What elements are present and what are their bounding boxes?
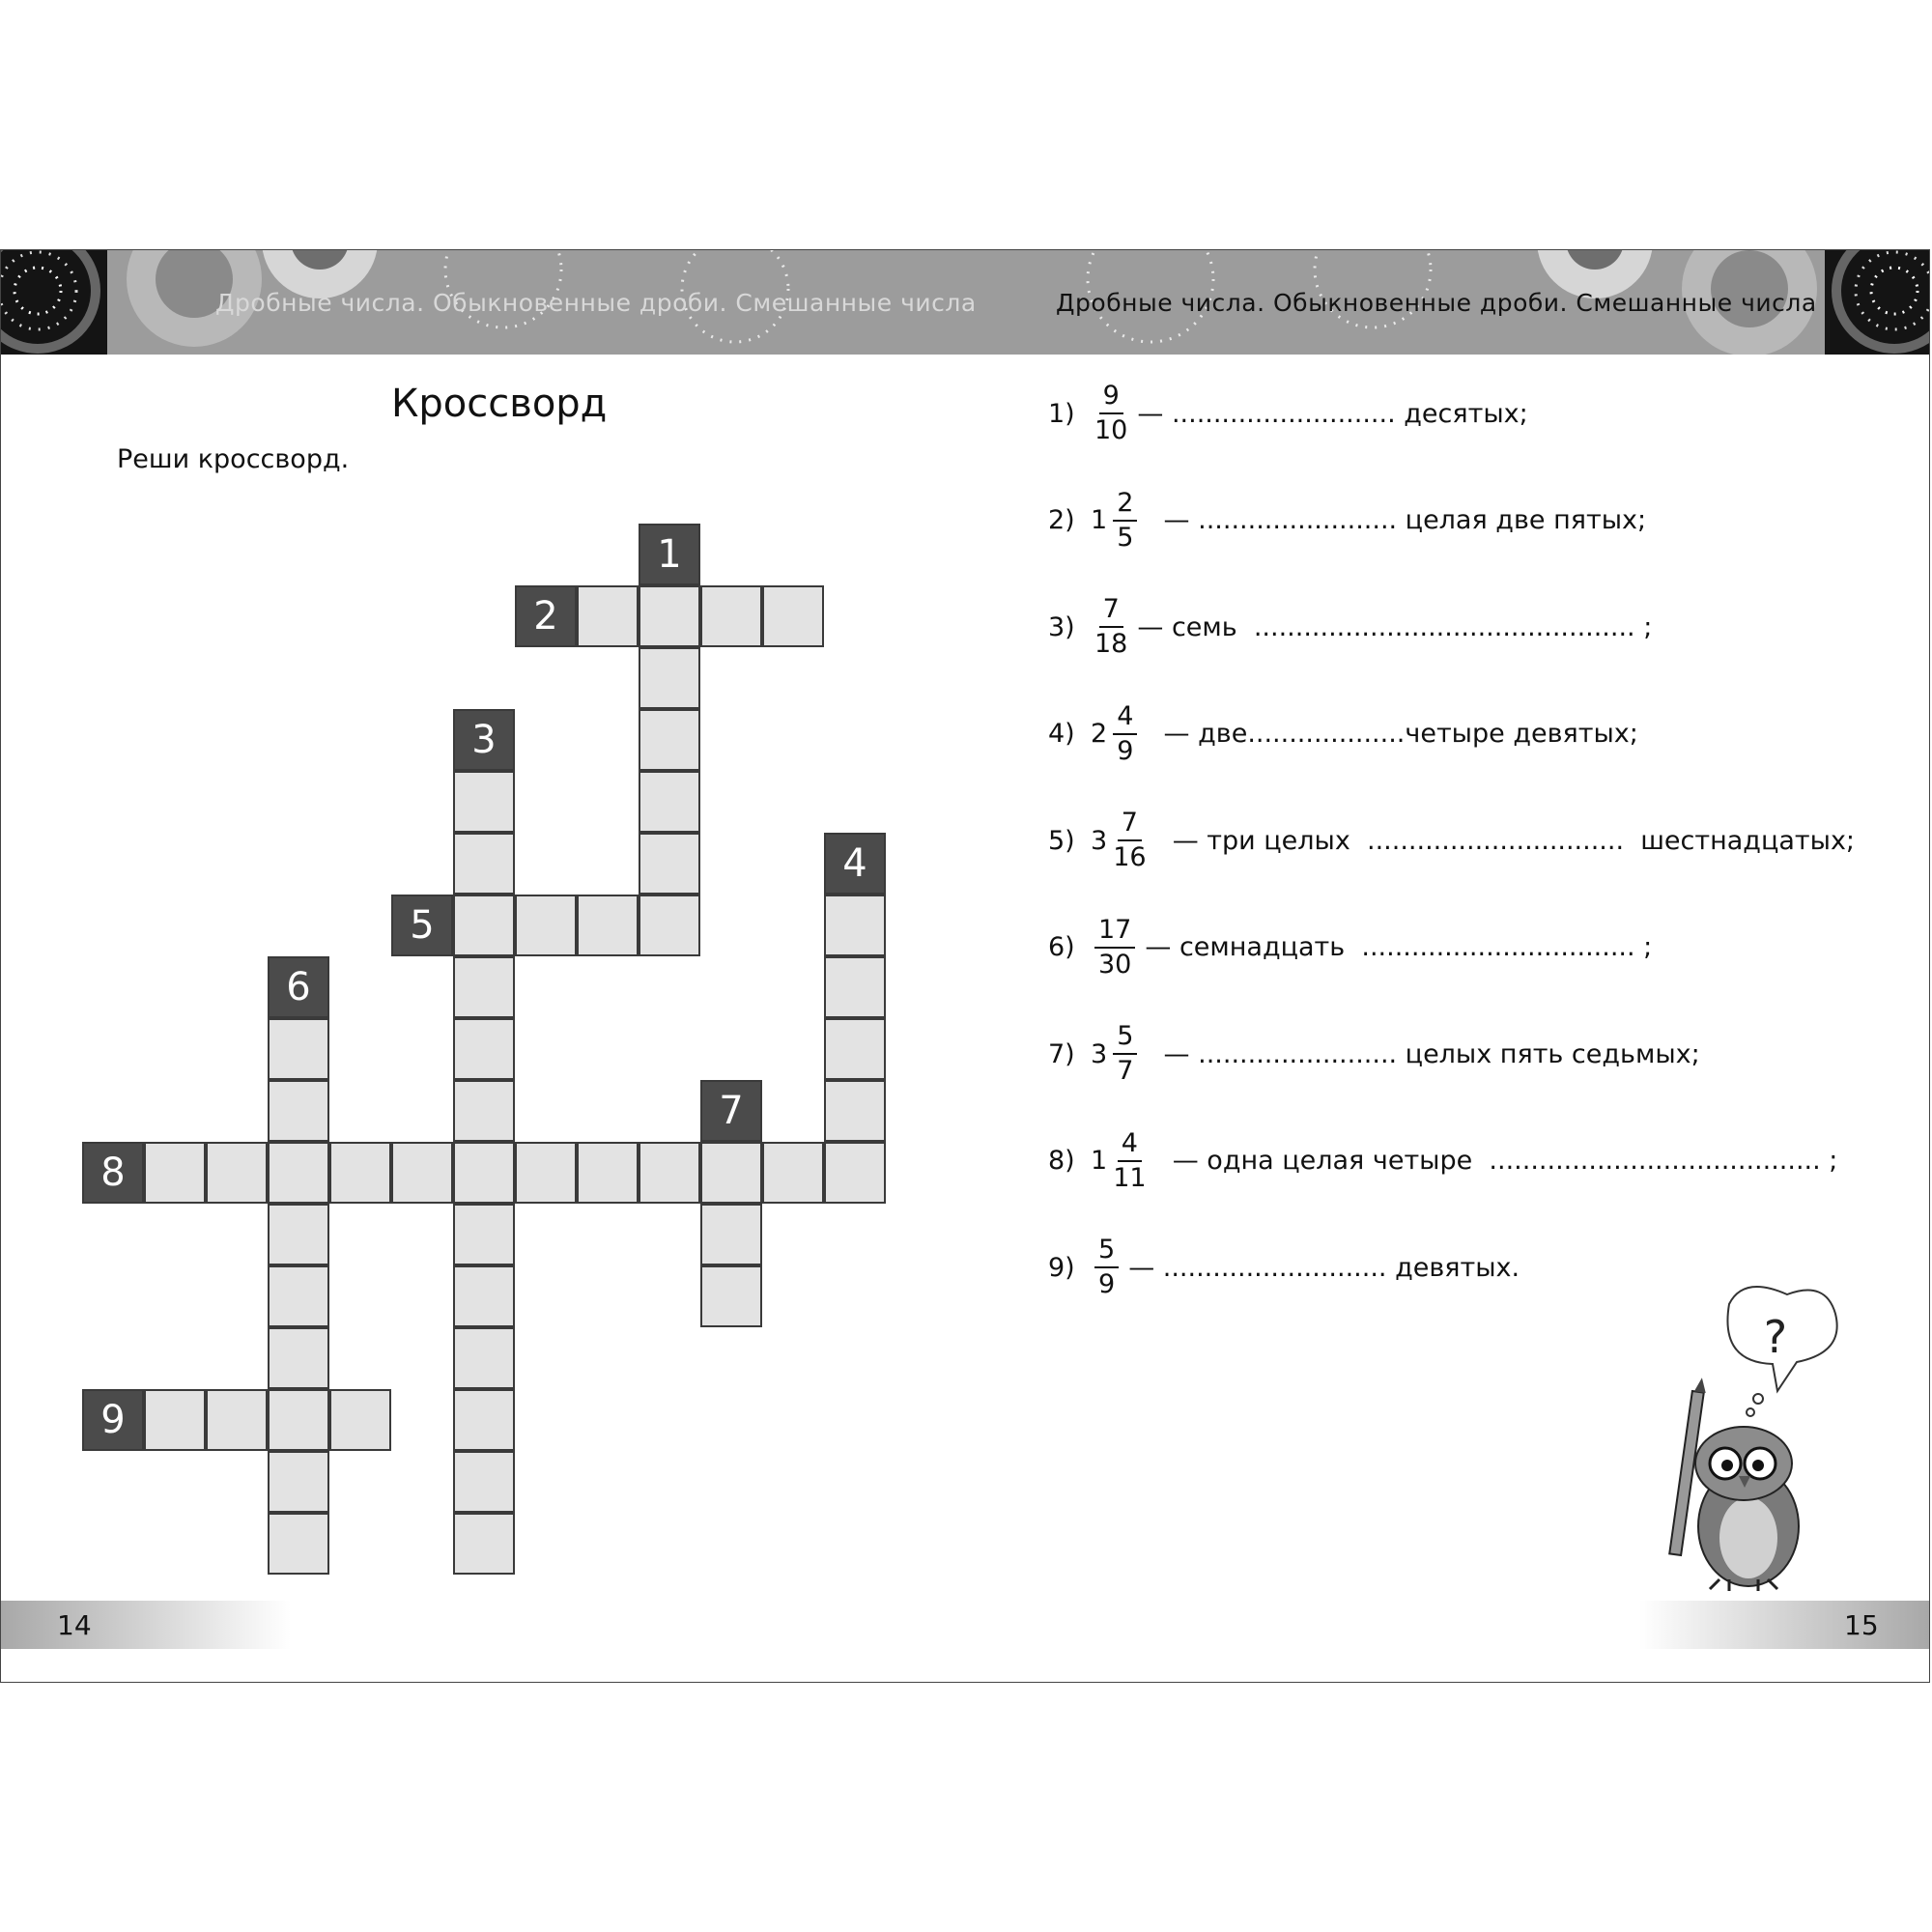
crossword-cell[interactable] bbox=[639, 771, 700, 833]
crossword-cell[interactable] bbox=[329, 1389, 391, 1451]
fraction bbox=[1094, 1236, 1119, 1298]
instruction-text: Реши кроссворд. bbox=[117, 444, 350, 474]
crossword-cell[interactable] bbox=[453, 1018, 515, 1080]
fraction bbox=[1094, 916, 1135, 979]
crossword-cell[interactable] bbox=[577, 585, 639, 647]
fraction-denominator: 9 bbox=[1117, 735, 1134, 766]
fraction bbox=[1113, 1022, 1137, 1085]
task-text: — ........................ целых пять седьмых; bbox=[1147, 1038, 1700, 1069]
fraction-denominator: 11 bbox=[1113, 1162, 1147, 1193]
footer-band-right bbox=[1639, 1601, 1929, 1649]
task-index: 6) bbox=[1048, 932, 1075, 962]
fraction-numerator: 4 bbox=[1118, 1129, 1142, 1162]
header-title-left: Дробные числа. Обыкновенные дроби. Смешанные числа bbox=[215, 289, 977, 317]
crossword-cell[interactable] bbox=[391, 1142, 453, 1204]
page-number-right: 15 bbox=[1844, 1609, 1879, 1641]
crossword-cell[interactable] bbox=[762, 1142, 824, 1204]
owl-with-pencil-icon bbox=[1662, 1285, 1855, 1594]
crossword-cell[interactable] bbox=[453, 1327, 515, 1389]
crossword-cell[interactable] bbox=[824, 1018, 886, 1080]
crossword-cell[interactable] bbox=[515, 895, 577, 956]
crossword-cell[interactable] bbox=[515, 1142, 577, 1204]
task-item bbox=[1048, 482, 1646, 559]
crossword-cell[interactable] bbox=[453, 771, 515, 833]
crossword-cell[interactable] bbox=[824, 895, 886, 956]
task-item bbox=[1048, 1122, 1837, 1200]
task-item bbox=[1048, 696, 1638, 773]
task-index: 2) bbox=[1048, 505, 1075, 535]
task-item bbox=[1048, 802, 1855, 879]
crossword-cell[interactable] bbox=[639, 709, 700, 771]
mixed-number-whole: 3 bbox=[1091, 1038, 1108, 1069]
fraction-numerator: 9 bbox=[1099, 382, 1123, 414]
crossword-cell[interactable] bbox=[268, 1513, 329, 1575]
crossword-number-cell: 7 bbox=[700, 1080, 762, 1142]
crossword-cell[interactable] bbox=[453, 895, 515, 956]
crossword-cell[interactable] bbox=[329, 1142, 391, 1204]
fraction-denominator: 10 bbox=[1094, 415, 1128, 445]
task-index: 1) bbox=[1048, 398, 1075, 429]
crossword-cell[interactable] bbox=[144, 1142, 206, 1204]
mixed-number-whole: 2 bbox=[1091, 719, 1108, 749]
task-index: 9) bbox=[1048, 1252, 1075, 1283]
owl-bubble-text: ? bbox=[1763, 1311, 1788, 1363]
crossword-number-cell: 9 bbox=[82, 1389, 144, 1451]
crossword-cell[interactable] bbox=[453, 1080, 515, 1142]
fraction-numerator: 7 bbox=[1118, 809, 1142, 841]
crossword-grid bbox=[0, 0, 966, 1642]
task-text: — семь .............................................. ; bbox=[1137, 611, 1653, 642]
fraction-denominator: 9 bbox=[1098, 1269, 1116, 1299]
task-index: 4) bbox=[1048, 719, 1075, 749]
crossword-number-cell: 4 bbox=[824, 833, 886, 895]
crossword-number-cell: 2 bbox=[515, 585, 577, 647]
crossword-number-cell: 3 bbox=[453, 709, 515, 771]
task-text: — три целых ............................... шестнадцатых; bbox=[1155, 825, 1856, 856]
crossword-cell[interactable] bbox=[824, 1080, 886, 1142]
crossword-cell[interactable] bbox=[453, 1265, 515, 1327]
mixed-number-whole: 3 bbox=[1091, 825, 1108, 856]
task-item bbox=[1048, 1229, 1520, 1306]
mixed-number-whole: 1 bbox=[1091, 1146, 1108, 1176]
crossword-cell[interactable] bbox=[268, 1265, 329, 1327]
crossword-cell[interactable] bbox=[762, 585, 824, 647]
crossword-cell[interactable] bbox=[206, 1389, 268, 1451]
mixed-number-whole: 1 bbox=[1091, 505, 1108, 535]
crossword-cell[interactable] bbox=[453, 1389, 515, 1451]
crossword-number-cell: 8 bbox=[82, 1142, 144, 1204]
crossword-cell[interactable] bbox=[577, 1142, 639, 1204]
crossword-cell[interactable] bbox=[268, 1018, 329, 1080]
header-title-right: Дробные числа. Обыкновенные дроби. Смешанные числа bbox=[1056, 289, 1817, 317]
fraction-denominator: 5 bbox=[1117, 522, 1134, 553]
crossword-cell[interactable] bbox=[700, 585, 762, 647]
crossword-cell[interactable] bbox=[268, 1389, 329, 1451]
crossword-cell[interactable] bbox=[268, 1204, 329, 1265]
crossword-cell[interactable] bbox=[144, 1389, 206, 1451]
page-number-left: 14 bbox=[57, 1609, 92, 1641]
crossword-cell[interactable] bbox=[453, 1142, 515, 1204]
crossword-cell[interactable] bbox=[824, 956, 886, 1018]
fraction-denominator: 7 bbox=[1117, 1056, 1134, 1086]
crossword-cell[interactable] bbox=[268, 1142, 329, 1204]
fraction-numerator: 5 bbox=[1113, 1022, 1137, 1055]
task-index: 8) bbox=[1048, 1146, 1075, 1176]
fraction bbox=[1094, 382, 1127, 444]
task-item bbox=[1048, 909, 1652, 986]
task-item bbox=[1048, 1015, 1700, 1093]
fraction bbox=[1113, 809, 1146, 871]
task-text: — две...................четыре девятых; bbox=[1147, 719, 1638, 749]
crossword-number-cell: 1 bbox=[639, 524, 700, 585]
crossword-cell[interactable] bbox=[453, 833, 515, 895]
fraction bbox=[1113, 1129, 1146, 1192]
task-text: — ........................... десятых; bbox=[1137, 398, 1528, 429]
fraction-numerator: 5 bbox=[1094, 1236, 1119, 1268]
crossword-cell[interactable] bbox=[453, 1451, 515, 1513]
header-corner-right bbox=[1825, 250, 1930, 355]
task-text: — семнадцать ................................. ; bbox=[1145, 932, 1653, 962]
crossword-cell[interactable] bbox=[824, 1142, 886, 1204]
crossword-cell[interactable] bbox=[268, 1327, 329, 1389]
crossword-cell[interactable] bbox=[639, 647, 700, 709]
task-item bbox=[1048, 588, 1652, 666]
crossword-cell[interactable] bbox=[700, 1265, 762, 1327]
crossword-cell[interactable] bbox=[639, 585, 700, 647]
crossword-cell[interactable] bbox=[453, 1513, 515, 1575]
task-index: 5) bbox=[1048, 825, 1075, 856]
fraction-numerator: 4 bbox=[1113, 702, 1137, 735]
fraction-denominator: 16 bbox=[1113, 842, 1147, 872]
fraction bbox=[1113, 702, 1137, 765]
fraction bbox=[1094, 595, 1127, 658]
crossword-cell[interactable] bbox=[577, 895, 639, 956]
fraction-numerator: 7 bbox=[1099, 595, 1123, 628]
crossword-cell[interactable] bbox=[453, 956, 515, 1018]
crossword-cell[interactable] bbox=[453, 1204, 515, 1265]
task-text: — ........................... девятых. bbox=[1128, 1252, 1520, 1283]
crossword-cell[interactable] bbox=[639, 833, 700, 895]
crossword-cell[interactable] bbox=[639, 895, 700, 956]
task-index: 3) bbox=[1048, 611, 1075, 642]
crossword-number-cell: 6 bbox=[268, 956, 329, 1018]
task-text: — одна целая четыре ........................................ ; bbox=[1155, 1146, 1838, 1176]
crossword-cell[interactable] bbox=[268, 1080, 329, 1142]
page-title: Кроссворд bbox=[391, 382, 608, 426]
circle-ornament-icon bbox=[1825, 250, 1930, 355]
crossword-cell[interactable] bbox=[206, 1142, 268, 1204]
task-item bbox=[1048, 375, 1528, 452]
crossword-cell[interactable] bbox=[268, 1451, 329, 1513]
crossword-cell[interactable] bbox=[700, 1142, 762, 1204]
fraction-denominator: 18 bbox=[1094, 629, 1128, 659]
fraction-numerator: 2 bbox=[1113, 489, 1137, 522]
crossword-cell[interactable] bbox=[639, 1142, 700, 1204]
fraction-numerator: 17 bbox=[1094, 916, 1135, 949]
crossword-cell[interactable] bbox=[700, 1204, 762, 1265]
crossword-number-cell: 5 bbox=[391, 895, 453, 956]
task-index: 7) bbox=[1048, 1038, 1075, 1069]
fraction-denominator: 30 bbox=[1098, 949, 1132, 980]
fraction bbox=[1113, 489, 1137, 552]
task-text: — ........................ целая две пятых; bbox=[1147, 505, 1647, 535]
